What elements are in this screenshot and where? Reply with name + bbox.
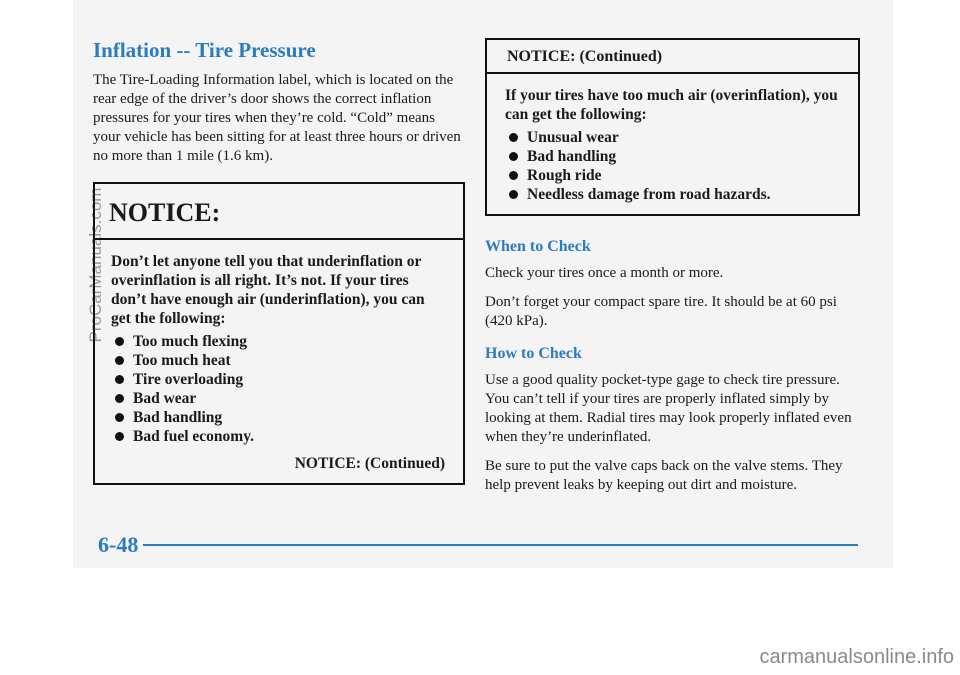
notice-continued: NOTICE: (Continued)	[294, 455, 445, 472]
how-paragraph-2: Be sure to put the valve caps back on the valve stems. They help prevent leaks by keeping out dirt and moisture.	[485, 458, 843, 493]
notice-list	[111, 332, 447, 446]
notice-continued-header	[487, 40, 858, 74]
list-item: Bad wear	[111, 389, 447, 408]
bullet-icon	[115, 375, 124, 384]
list-item: Bad handling	[505, 147, 842, 166]
notice-text: Don’t let anyone tell you that underinflation or overinflation is all right. It’s not. If your tires don’t have enough air (underinflation), you can get the following:	[111, 253, 425, 327]
how-paragraph-1: Use a good quality pocket-type gage to check tire pressure. You can’t tell if your tires are properly inflated simply by looking at them. Radial tires may look properly inflated even when they’re underinflated.	[485, 372, 852, 445]
bullet-icon	[115, 432, 124, 441]
list-item: Tire overloading	[111, 370, 447, 389]
notice-body	[95, 240, 463, 483]
notice-continued-box	[485, 38, 860, 216]
when-paragraph-2: Don’t forget your compact spare tire. It should be at 60 psi (420 kPa).	[485, 294, 837, 329]
how-to-check-title: How to Check	[485, 345, 582, 362]
list-item: Rough ride	[505, 166, 842, 185]
notice-box	[93, 182, 465, 485]
bullet-icon	[509, 190, 518, 199]
intro-paragraph: The Tire-Loading Information label, which is located on the rear edge of the driver’s door shows the correct inflation pressures for your tires when they’re cold. “Cold” means your vehicle has been sitting for at least three hours or driven no more than 1 mile (1.6 km).	[93, 72, 461, 164]
bullet-icon	[115, 356, 124, 365]
bullet-icon	[509, 152, 518, 161]
notice-heading: NOTICE:	[109, 198, 221, 227]
side-watermark: ProCarManuals.com	[86, 187, 105, 343]
when-paragraph-1: Check your tires once a month or more.	[485, 265, 724, 281]
list-item: Unusual wear	[505, 128, 842, 147]
notice-continued-heading: NOTICE: (Continued)	[507, 48, 663, 65]
notice-continued-text: If your tires have too much air (overinflation), you can get the following:	[505, 87, 838, 123]
notice-continued-body	[487, 74, 858, 214]
list-item: Needless damage from road hazards.	[505, 185, 842, 204]
footer-rule	[143, 544, 858, 546]
list-item: Bad fuel economy.	[111, 427, 447, 446]
list-item: Bad handling	[111, 408, 447, 427]
section-title: Inflation -- Tire Pressure	[93, 38, 316, 62]
bottom-watermark: carmanualsonline.info	[759, 646, 954, 668]
when-to-check-title: When to Check	[485, 238, 591, 255]
notice-header	[95, 184, 463, 240]
right-column	[485, 38, 860, 505]
page-number: 6-48	[98, 532, 139, 557]
list-item: Too much flexing	[111, 332, 447, 351]
bullet-icon	[115, 337, 124, 346]
bullet-icon	[115, 394, 124, 403]
bullet-icon	[115, 413, 124, 422]
bullet-icon	[509, 133, 518, 142]
left-column	[93, 38, 465, 485]
notice-continued-list	[505, 128, 842, 204]
bullet-icon	[509, 171, 518, 180]
list-item: Too much heat	[111, 351, 447, 370]
